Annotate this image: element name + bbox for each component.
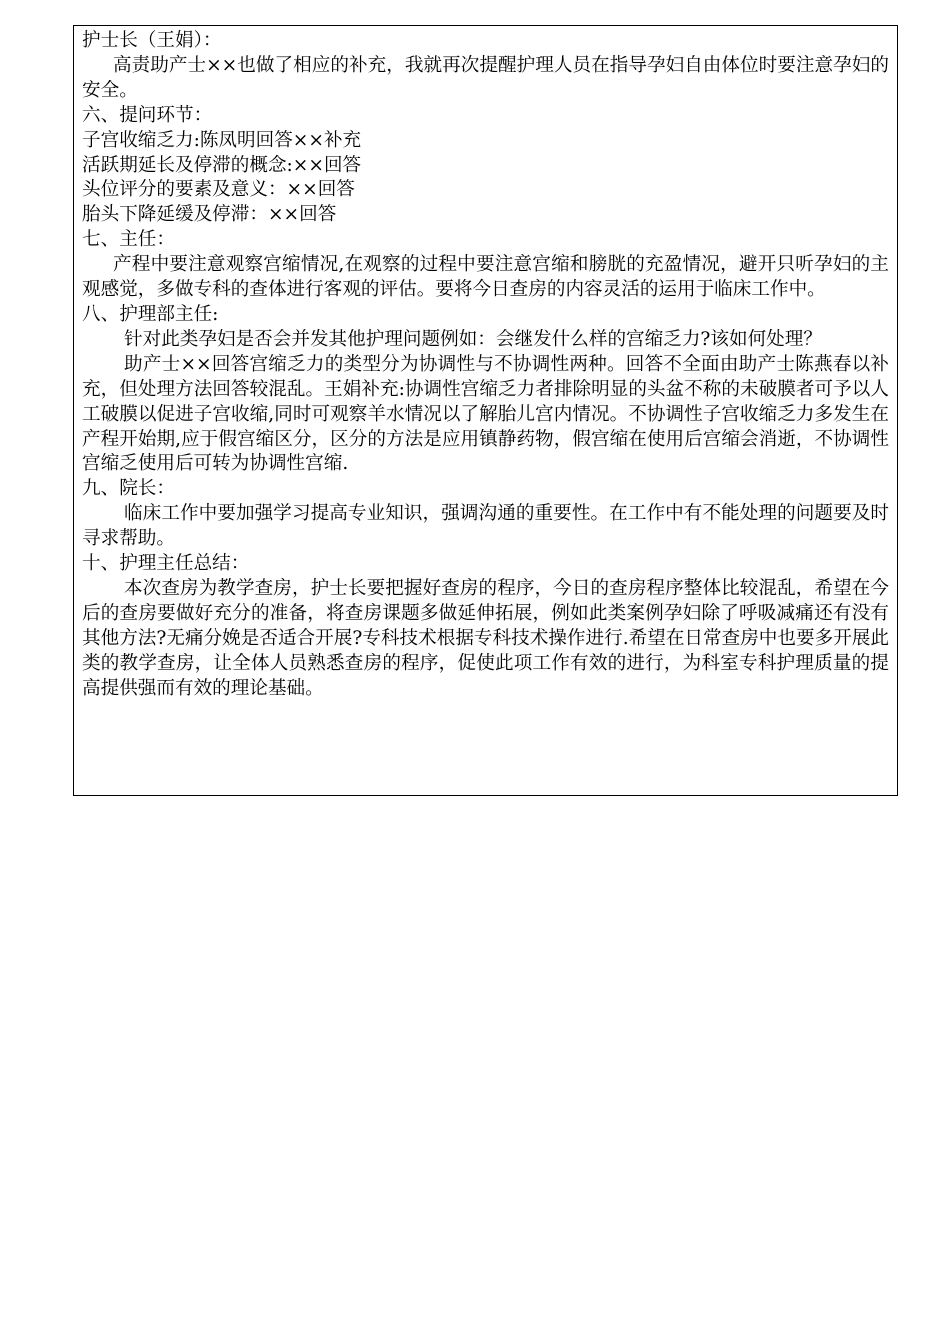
paragraph: 本次查房为教学查房，护士长要把握好查房的程序，今日的查房程序整体比较混乱，希望在今后的查房要做好充分的准备，将查房课题多做延伸拓展，例如此类案例孕妇除了呼吸减痛还有没有其他方法?无痛分娩是否适合开展?专科技术根据专科技术操作进行.希望在日常查房中也要多开展此类的教学查房，让全体人员熟悉查房的程序，促使此项工作有效的进行，为科室专科护理质量的提高提供强而有效的理论基础。 [82, 577, 889, 699]
paragraph: 产程中要注意观察宫缩情况,在观察的过程中要注意宫缩和膀胱的充盈情况，避开只听孕妇的主观感觉，多做专科的查体进行客观的评估。要将今日查房的内容灵活的运用于临床工作中。 [82, 254, 889, 301]
document-table-cell [73, 25, 898, 796]
paragraph: 针对此类孕妇是否会并发其他护理问题例如：会继发什么样的宫缩乏力?该如何处理？ [124, 328, 822, 350]
paragraph: 临床工作中要加强学习提高专业知识，强调沟通的重要性。在工作中有不能处理的问题要及时寻求帮助。 [82, 503, 889, 550]
section-heading: 九、院长： [82, 478, 175, 500]
section-heading: 十、护理主任总结： [82, 553, 250, 575]
question-item: 胎头下降延缓及停滞：××回答 [82, 204, 337, 226]
question-item: 活跃期延长及停滞的概念:××回答 [82, 154, 362, 176]
paragraph: 助产士××回答宫缩乏力的类型分为协调性与不协调性两种。回答不全面由助产士陈燕春以补充，但处理方法回答较混乱。王娟补充:协调性宫缩乏力者排除明显的头盆不称的未破膜者可予以人工破膜以促进子宫收缩,同时可观察羊水情况以了解胎儿宫内情况。不协调性子宫收缩乏力多发生在产程开始期,应于假宫缩区分，区分的方法是应用镇静药物，假宫缩在使用后宫缩会消逝，不协调性宫缩乏使用后可转为协调性宫缩. [82, 353, 889, 475]
section-heading: 七、主任： [82, 229, 175, 251]
section-heading: 六、提问环节： [82, 104, 213, 126]
question-item: 头位评分的要素及意义：××回答 [82, 179, 355, 201]
question-item: 子宫收缩乏力:陈凤明回答××补充 [82, 129, 362, 151]
speaker-heading: 护士长（王娟）： [82, 30, 222, 51]
section-heading: 八、护理部主任: [82, 303, 219, 325]
paragraph: 高责助产士××也做了相应的补充，我就再次提醒护理人员在指导孕妇自由体位时要注意孕妇的安全。 [82, 54, 889, 101]
